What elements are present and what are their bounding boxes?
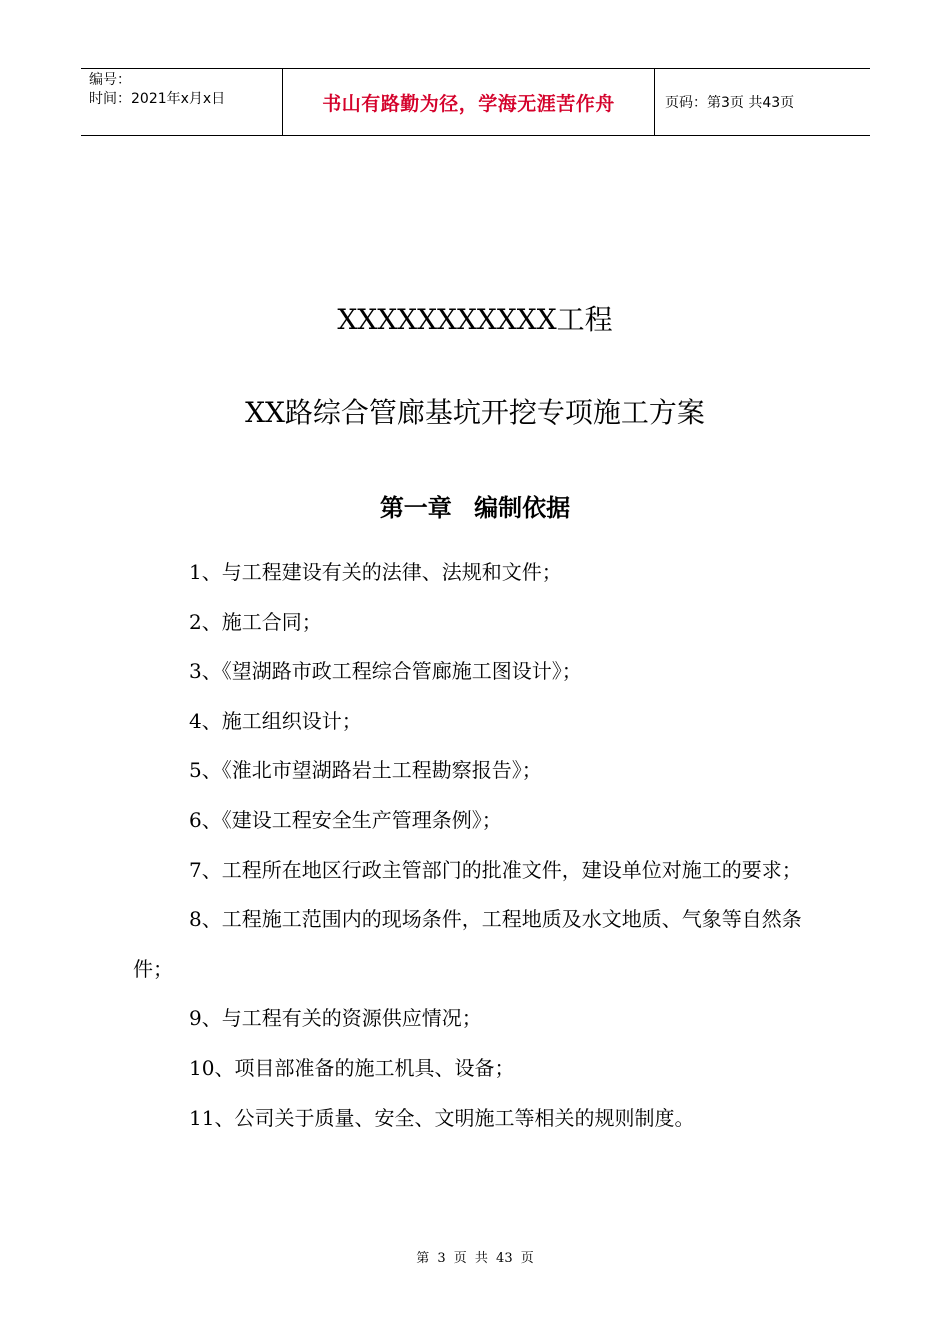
list-item: 9、与工程有关的资源供应情况； (189, 1006, 482, 1031)
list-item: 2、施工合同； (189, 609, 322, 634)
list-item: 3、《望湖路市政工程综合管廊施工图设计》； (189, 659, 582, 684)
list-item: 4、施工组织设计； (189, 708, 362, 733)
list-item: 10、项目部准备的施工机具、设备； (189, 1055, 515, 1080)
header-page-label: 页码：第3页 共43页 (665, 95, 795, 111)
list-item: 7、工程所在地区行政主管部门的批准文件，建设单位对施工的要求； (189, 857, 802, 882)
list-item: 6、《建设工程安全生产管理条例》； (189, 807, 502, 832)
document-subtitle: XX路综合管廊基坑开挖专项施工方案 (245, 396, 705, 429)
document-title: XXXXXXXXXXX工程 (337, 303, 613, 336)
document-body (133, 548, 833, 1143)
list-item: 5、《淮北市望湖路岩土工程勘察报告》； (189, 758, 542, 783)
page-header (81, 68, 870, 136)
list-item: 1、与工程建设有关的法律、法规和文件； (189, 560, 562, 584)
header-motto: 书山有路勤为径，学海无涯苦作舟 (282, 69, 655, 135)
time-label: 时间：2021年x月x日 (89, 91, 226, 107)
number-label: 编号： (89, 72, 131, 88)
header-meta (81, 69, 282, 135)
list-item: 8、工程施工范围内的现场条件，工程地质及水文地质、气象等自然条件； (133, 907, 802, 981)
chapter-heading: 第一章 编制依据 (379, 494, 571, 522)
page-footer: 第 3 页 共 43 页 (416, 1251, 534, 1266)
list-item: 11、公司关于质量、安全、文明施工等相关的规则制度。 (189, 1105, 695, 1130)
